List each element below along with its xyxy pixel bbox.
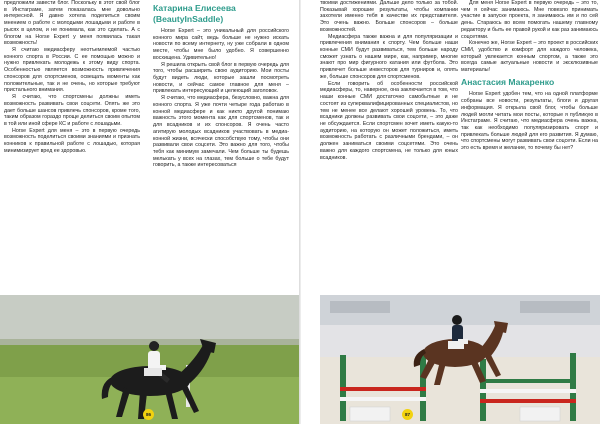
left-page-column-1 [4, 0, 140, 155]
photo-rider-dark-horse [0, 295, 299, 424]
page-number-badge: 87 [402, 409, 413, 420]
right-page-column-2 [461, 0, 598, 152]
paragraph: Horse Expert удобен тем, что на одной платформе собраны все новости, результаты, блоги и другая информация. Я открыла свой блог, чтобы больше людей могли читать мои посты, которые я публикую в Инстаграме. Я считаю, что медиасфера очень важна, так как необходимо популяризировать спорт и привлекать больше людей для его развития. Я думаю, что спортсмены могут развивать свои соцсети. Если на это есть время и желание, то почему бы нет? [461, 91, 598, 152]
page-number-badge: 86 [143, 409, 154, 420]
paragraph: Конечно же, Horse Expert – это проект в российских СМИ, удобство и комфорт для каждого человека, который увлекается конным спортом, а также это всегда самые актуальные новости и эксклюзивные материалы! [461, 40, 598, 74]
right-page-column-1 [320, 0, 458, 161]
paragraph: Медиасфера также важна и для популяризации и привлечения внимания к спорту. Чем больше наши конные СМИ будут развиваться, тем больше народу сможет узнать о нашем мире, как, например, многие знают про мир фигурного катания или футбола. Это привлечет больше инвесторов для турниров и, опять же, больше спонсоров для спортсменов. [320, 33, 458, 80]
left-page [0, 0, 299, 424]
paragraph: Horse Expert для меня – это в первую очередь возможность поделиться своими знаниями и признать конников к правильной работе с лошадью, которая минимизирует вред ее здоровью. [4, 127, 140, 154]
paragraph: Я считаю, что медиасфера, безусловно, важна для конного спорта. Я уже почти четыре года работаю в конной медиасфере и как никто другой понимаю важность этого момента как для спортсменов, так и для всадников и их спонсоров. Я очень часто агитирую молодых всадников участвовать в медиа-конной жизни, всячески способствую тому, чтобы они развивали свои соцсети. Это важно для того, чтобы тебя как минимум замечали. Чем больше ты будешь мелькать у всех на глазах, тем больше о тебе будут говорить, а также интересоваться [153, 95, 289, 169]
author-heading: Катарина Елисеева (BeautyInSaddle) [153, 3, 236, 24]
photo-illustration [0, 295, 299, 424]
paragraph: Я считаю, что спортсмены должны иметь возможность развивать свои соцсети. Опять же это дает больше шансов привлечь спонсоров, кроме того, таким образом гораздо проще делиться своим опытом в той или иной сфере КС и работе с лошадьми. [4, 94, 140, 127]
paragraph: Horse Expert – это уникальный для российского конного мира сайт, ведь больше не нужно искать новости по всему интернету, ну уже собрали в одном месте, чтобы мне было удобно. Я совершенно восхищена. Удивительно! [153, 28, 289, 61]
paragraph: твоими достижениями. Дальше дело только за тобой. Показывай хорошие результаты, чтобы компании захотели именно тебя в качестве их представителя. Это очень важно. Больше спонсоров – больше возможностей. [320, 0, 458, 33]
left-page-column-2 [153, 0, 289, 169]
photo-rider-bay-horse [320, 295, 600, 424]
paragraph: Я считаю медиасферу неотъемлемой частью конного спорта в России. С ее помощью можно и нужно привлекать молодежь к этому виду спорта. Особенностью является возможность привлечения спонсоров для спортсменов, освещать моменты как положительные, так и не очень, но которые требуют пристального внимания. [4, 47, 140, 94]
paragraph: Для меня Horse Expert в первую очередь – это то, чем я сейчас занимаюсь. Мне повезло принимать участие в запуске проекта, я занимаюсь им и по сей день. Стараюсь во всем помогать нашему главному редактору и быть ее правой рукой и как раз занимаюсь соцсетями. [461, 0, 598, 40]
photo-illustration [320, 295, 600, 424]
paragraph: Я решила открыть свой блог в первую очередь для того, чтобы расширить свою аудиторию. Мои посты будут видеть люди, которые зашли посмотреть новости, и сейчас самое главное для меня – привлекать интересующий и целеющий заголовок. [153, 61, 289, 95]
right-page [301, 0, 600, 424]
paragraph: предложили завести блог. Поскольку в этот свой блог в Инстаграме, затем показалась мне довольно интересной. Я давно хотела поделиться своим мнением о работе с молодыми лошадьми и работе в рысях в целом, и не понимала, как это сделать. А с блогом на Horse Expert у меня появилась такая возможность! [4, 0, 140, 47]
paragraph: Если говорить об особенности российской медиасферы, то, наверное, она заключается в том, что наши конные СМИ достаточно самобытные и не состоят из суперквалифицированных специалистов, но тем не менее все делают хорошей уровень. То, что всадники должны развивать свои соцсети, – это даже не обсуждается. Если спортсмен хочет иметь какую-то аудиторию, на которую он может положиться, иметь возможность работать с различными брендами, – он должен заниматься своими соцсетями. Это очень важно для каждого спортсмена, не только для юных всадников. [320, 80, 458, 161]
author-heading: Анастасия Макаренко [461, 76, 555, 87]
